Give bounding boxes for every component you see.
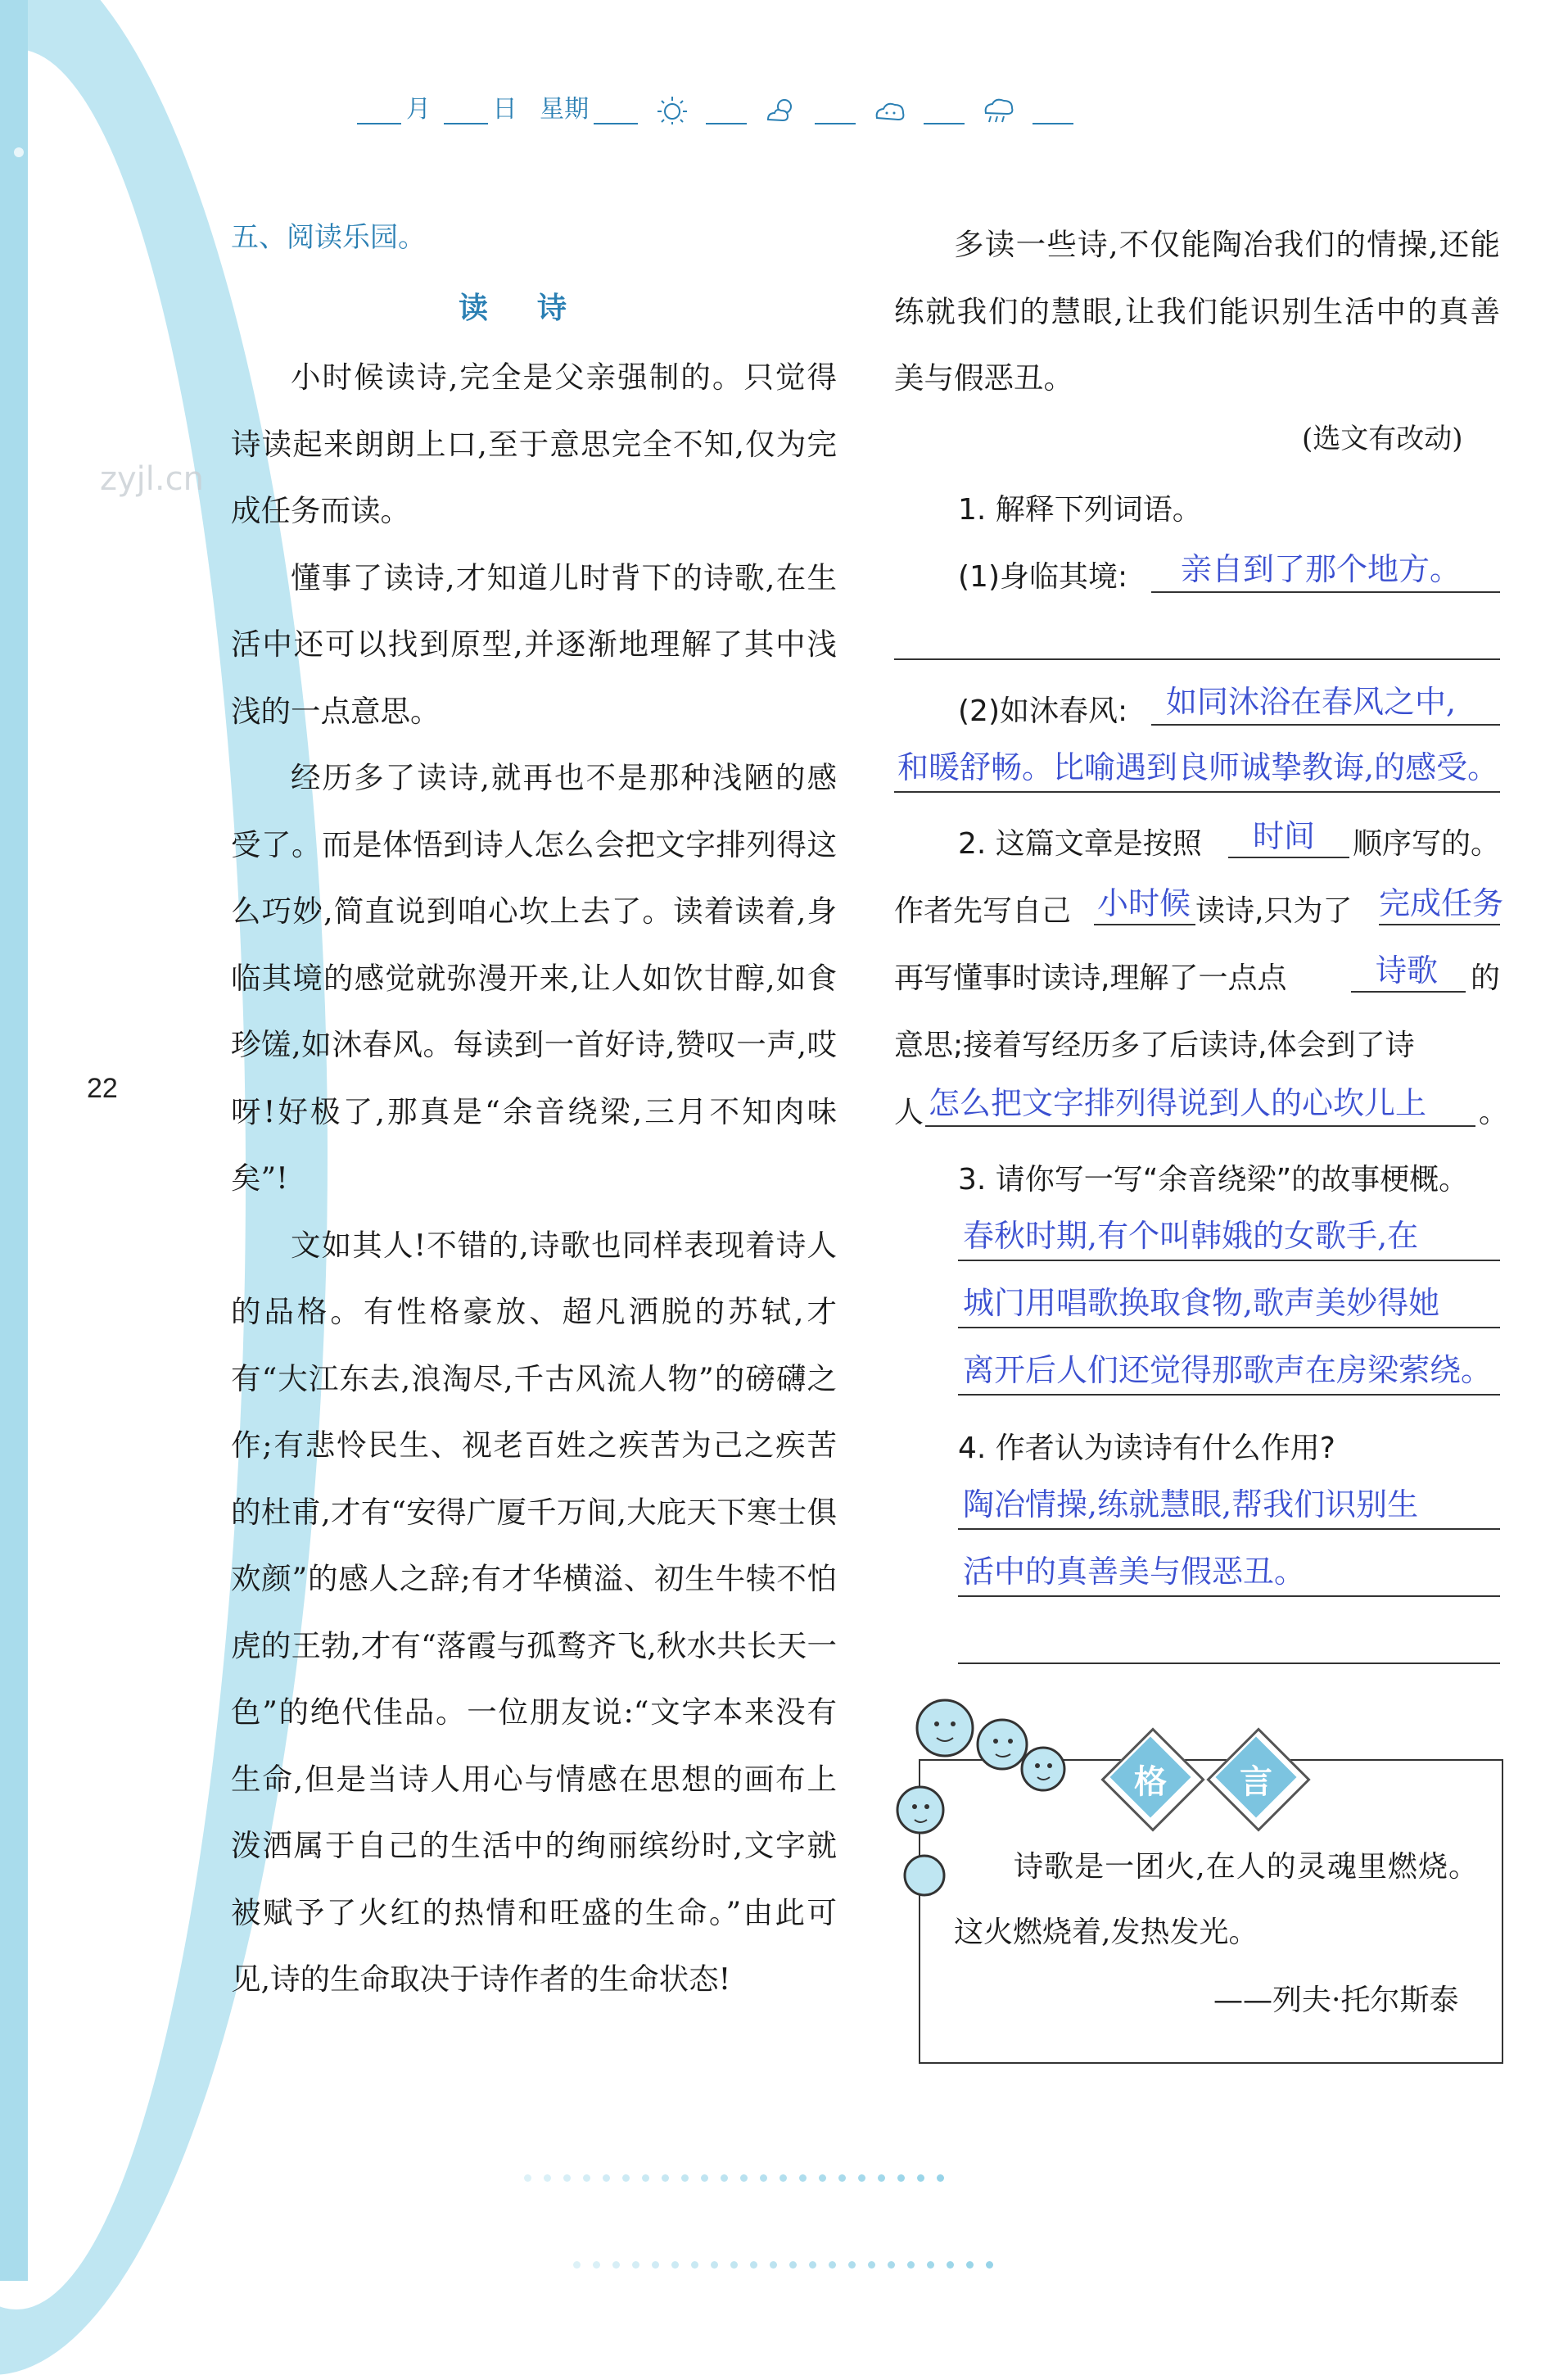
answer-line: [894, 658, 1500, 660]
decorative-dot: [80, 973, 90, 983]
question-2-answer-purpose[interactable]: 完成任务: [1379, 885, 1504, 921]
motto-badge-1-text: 格: [1134, 1763, 1167, 1801]
decorative-dot: [603, 2174, 610, 2182]
answer-line: [1379, 924, 1500, 925]
decorative-dot: [642, 2174, 649, 2182]
decorative-dot: [966, 2261, 974, 2269]
question-1b-answer-line2[interactable]: 和暖舒畅。比喻遇到良师诚挚教诲,的感受。: [897, 749, 1499, 785]
decorative-dot: [102, 1268, 112, 1278]
answer-line: [1151, 591, 1500, 593]
decorative-dot: [809, 2261, 816, 2269]
question-3-answer-line[interactable]: 离开后人们还觉得那歌声在房梁萦绕。: [963, 1352, 1493, 1388]
question-2-text: 作者先写自己: [894, 894, 1072, 928]
answer-line: [958, 1260, 1500, 1261]
decorative-dot: [789, 2261, 797, 2269]
decorative-dot: [947, 2261, 954, 2269]
question-2-text: 。: [1479, 1096, 1509, 1129]
article-paragraph: 懂事了读诗,才知道儿时背下的诗歌,在生活中还可以找到原型,并逐渐地理解了其中浅浅的一点意思。: [231, 559, 837, 729]
decorative-dot: [58, 501, 68, 511]
decorative-dot: [632, 2261, 639, 2269]
decorative-dot: [103, 1150, 113, 1160]
decorative-dot: [97, 796, 106, 806]
decorative-dot: [84, 1739, 93, 1749]
article-paragraph: 文如其人!不错的,诗歌也同样表现着诗人的品格。有性格豪放、超凡洒脱的苏轼,才有“大江东去,浪淘尽,千古风流人物”的磅礴之作;有悲怜民生、视老百姓之疾苦为己之疾苦的杜甫,才有“安得广厦千万间,大庇天下寒士俱欢颜”的感人之辞;有才华横溢、初生牛犊不怕虎的王勃,才有“落霞与孤鹜齐飞,秋水共长天一色”的绝代佳品。一位朋友说:“文字本来没有生命,但是当诗人用心与情感在思想的画布上泼洒属于自己的生活中的绚丽缤纷时,文字就被赋予了火红的热情和旺盛的生命。”由此可见,诗的生命取决于诗作者的生命状态!: [231, 1227, 837, 1997]
decorative-dot: [799, 2174, 807, 2182]
question-1a-answer[interactable]: 亲自到了那个地方。: [1181, 551, 1462, 587]
decorative-dot: [730, 2261, 738, 2269]
question-2-text: 再写懂事时读诗,理解了一点点: [894, 961, 1287, 995]
decorative-dot: [986, 2261, 993, 2269]
decorative-dot: [838, 2174, 846, 2182]
decorative-dot: [711, 2261, 718, 2269]
answer-line: [958, 1595, 1500, 1597]
decorative-dot: [91, 678, 101, 688]
decorative-dot: [73, 737, 83, 747]
month-label: 月: [406, 95, 431, 124]
motto-quote: 诗歌是一团火,在人的灵魂里燃烧。这火燃烧着,发热发光。: [954, 1850, 1478, 1949]
question-3-prompt: 3. 请你写一写“余音绕梁”的故事梗概。: [958, 1163, 1469, 1197]
question-4-answer-line[interactable]: 活中的真善美与假恶丑。: [963, 1554, 1306, 1590]
decorative-dot: [652, 2261, 659, 2269]
question-2-answer-experience[interactable]: 怎么把文字排列得说到人的心坎儿上: [929, 1085, 1427, 1121]
decorative-dot: [34, 265, 43, 275]
cloudy-icon[interactable]: [872, 95, 908, 124]
decorative-dot: [848, 2261, 856, 2269]
decorative-dot: [897, 2174, 905, 2182]
decorative-dot: [84, 560, 94, 570]
decorative-dot: [61, 1975, 71, 1985]
decorative-dot: [662, 2174, 669, 2182]
answer-line: [925, 1125, 1475, 1127]
question-3-answer-line[interactable]: 春秋时期,有个叫韩娥的女歌手,在: [963, 1218, 1419, 1254]
answer-line: [894, 791, 1500, 793]
question-2-answer-understood[interactable]: 诗歌: [1376, 952, 1439, 988]
question-1-prompt: 1. 解释下列词语。: [958, 493, 1202, 527]
decorative-dot: [750, 2261, 757, 2269]
decorative-dot: [47, 383, 57, 393]
decorative-dot: [33, 2034, 43, 2044]
answer-line: [958, 1662, 1500, 1664]
decorative-dot: [691, 2261, 698, 2269]
answer-line: [958, 1327, 1500, 1328]
partly-cloudy-icon[interactable]: [763, 95, 799, 124]
section-title: 五、阅读乐园。: [231, 221, 426, 254]
decorative-dot: [97, 1504, 106, 1513]
decorative-dot: [681, 2174, 689, 2182]
article-body-continued: [894, 211, 1500, 412]
article-source-note: (选文有改动): [1302, 423, 1463, 455]
sunny-blank[interactable]: [706, 100, 747, 124]
answer-line: [1351, 991, 1466, 993]
decorative-dot: [57, 1798, 67, 1808]
question-2-answer-first[interactable]: 小时候: [1097, 885, 1191, 921]
question-4-prompt: 4. 作者认为读诗有什么作用?: [958, 1432, 1335, 1465]
question-3-answer-line[interactable]: 城门用唱歌换取食物,歌声美妙得她: [963, 1285, 1440, 1321]
article-title: 读诗: [459, 292, 617, 325]
decorative-dot: [937, 2174, 944, 2182]
article-body: [231, 344, 837, 2013]
question-1b-answer-line1[interactable]: 如同沐浴在春风之中,: [1166, 684, 1457, 720]
decorative-dot: [671, 2261, 679, 2269]
decorative-dot: [544, 2174, 551, 2182]
question-4-answer-line[interactable]: 陶冶情操,练就慧眼,帮我们识别生: [963, 1486, 1419, 1522]
weekday-label: 星期: [540, 95, 590, 124]
decorative-dot: [740, 2174, 748, 2182]
article-paragraph: 多读一些诗,不仅能陶冶我们的情操,还能练就我们的慧眼,让我们能识别生活中的真善美与假恶丑。: [894, 227, 1500, 396]
decorative-dot: [91, 1622, 101, 1631]
decorative-dot: [721, 2174, 728, 2182]
answer-line: [958, 1394, 1500, 1396]
question-2-text: 的: [1471, 961, 1501, 995]
decorative-dot: [47, 1916, 56, 1926]
question-2-text: 顺序写的。: [1353, 827, 1501, 861]
decorative-dot: [74, 1857, 84, 1867]
answer-line: [1151, 724, 1500, 726]
article-paragraph: 经历多了读诗,就再也不是那种浅陋的感受了。而是体悟到诗人怎么会把文字排列得这么巧妙,简直说到咱心坎上去了。读着读着,身临其境的感觉就弥漫开来,让人如饮甘醇,如食珍馐,如沐春风。每读到一首好诗,赞叹一声,哎呀!好极了,那真是“余音绕梁,三月不知肉味矣”!: [231, 760, 837, 1196]
decorative-dot: [829, 2261, 836, 2269]
decorative-dot: [917, 2174, 924, 2182]
question-2-text: 读诗,只为了: [1195, 894, 1353, 928]
decorative-dot: [45, 2093, 55, 2103]
date-weather-header: [352, 88, 1078, 124]
decorative-dot: [77, 1445, 87, 1454]
decorative-dot: [622, 2174, 630, 2182]
answer-line: [958, 1528, 1500, 1530]
question-2-text: 人: [894, 1096, 924, 1129]
decorative-dot: [573, 2261, 581, 2269]
decorative-left-edge: [0, 0, 28, 2281]
decorative-dot: [82, 1209, 92, 1219]
answer-line: [1094, 924, 1195, 925]
question-2-answer-order[interactable]: 时间: [1253, 818, 1316, 854]
decorative-dot: [66, 619, 76, 629]
decorative-dot: [62, 324, 72, 334]
decorative-dot: [75, 442, 84, 452]
decorative-dot: [66, 1681, 76, 1690]
rainy-icon[interactable]: [981, 95, 1017, 124]
decorative-dot: [80, 1327, 90, 1337]
decorative-dot: [907, 2261, 915, 2269]
decorative-dot: [46, 206, 56, 216]
motto-text: [954, 1834, 1478, 1966]
question-1a-label: (1)身临其境:: [958, 560, 1128, 594]
rainy-blank[interactable]: [1033, 100, 1073, 124]
watermark: zyjl.cn: [100, 460, 204, 498]
motto-author: ——列夫·托尔斯泰: [1213, 1984, 1459, 2017]
motto-badge-2-text: 言: [1240, 1763, 1272, 1801]
decorative-dot: [77, 855, 87, 865]
decorative-dot: [101, 914, 111, 924]
decorative-dot: [701, 2174, 708, 2182]
decorative-dot: [612, 2261, 620, 2269]
decorative-dot: [858, 2174, 865, 2182]
question-1b-label: (2)如沐春风:: [958, 694, 1128, 728]
decorative-dot: [593, 2261, 600, 2269]
question-2-text: 意思;接着写经历多了后读诗,体会到了诗: [894, 1029, 1415, 1062]
partly-cloudy-blank[interactable]: [815, 100, 856, 124]
question-2-text: 2. 这篇文章是按照: [958, 827, 1202, 861]
decorative-dot: [878, 2174, 885, 2182]
decorative-dot: [927, 2261, 934, 2269]
day-blank[interactable]: [444, 100, 488, 124]
page-number: 22: [87, 1073, 118, 1104]
decorative-dot: [868, 2261, 875, 2269]
article-paragraph: 小时候读诗,完全是父亲强制的。只觉得诗读起来朗朗上口,至于意思完全不知,仅为完成任务而读。: [231, 360, 837, 528]
decorative-dot: [779, 2174, 787, 2182]
decorative-dot: [524, 2174, 531, 2182]
decorative-dot: [14, 147, 24, 157]
decorative-dot: [102, 1032, 112, 1042]
cloudy-blank[interactable]: [924, 100, 965, 124]
decorative-dot: [583, 2174, 590, 2182]
decorative-dot: [100, 1386, 110, 1396]
decorative-dot: [73, 1563, 83, 1572]
month-blank[interactable]: [357, 100, 401, 124]
decorative-dot: [819, 2174, 826, 2182]
sunny-icon[interactable]: [654, 95, 690, 124]
decorative-dot: [770, 2261, 777, 2269]
answer-line: [1228, 857, 1349, 858]
decorative-dot: [563, 2174, 571, 2182]
decorative-dot: [888, 2261, 895, 2269]
decorative-dot: [760, 2174, 767, 2182]
day-label: 日: [492, 95, 517, 124]
weekday-blank[interactable]: [594, 100, 638, 124]
